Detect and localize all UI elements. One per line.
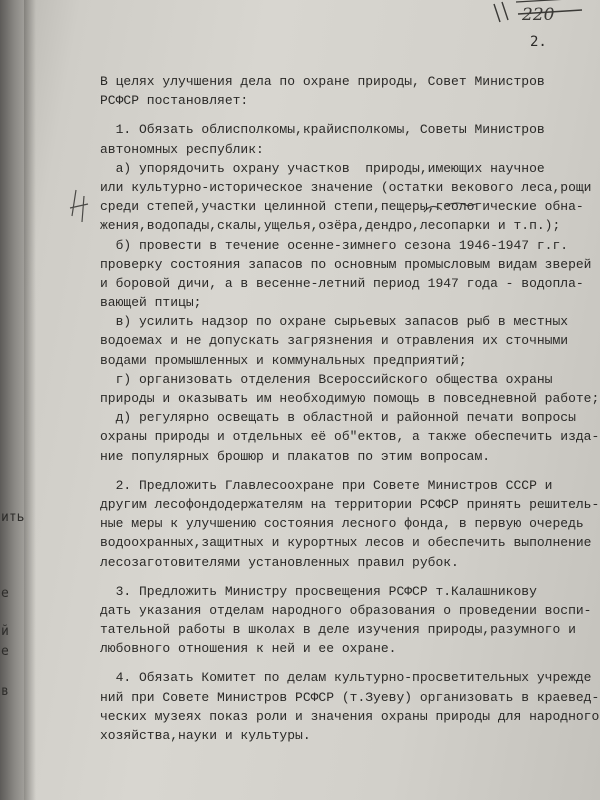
text-line: 1. Обязать облисполкомы,крайисполкомы, Советы Министров [100,122,545,138]
page-number: 2. [530,34,547,50]
adjacent-page-fragment: е [1,586,9,601]
margin-pencil-mark [66,186,94,226]
adjacent-page-fragment: ить [1,510,25,525]
text-line: автономных республик: [100,141,264,157]
adjacent-page-fragment: й [1,624,9,639]
text-line: ческих музеях показ роли и значения охраны природы для народного [100,708,600,724]
text-line: ний при Совете Министров РСФСР (т.Зуеву) организовать в краевед- [100,689,600,705]
paragraph-gap [100,466,600,476]
text-line: вающей птицы; [100,295,202,311]
document-page [24,0,600,800]
text-line: 2. Предложить Главлесоохране при Совете Министров СССР и [100,477,553,493]
text-line: 4. Обязать Комитет по делам культурно-просветительных учрежде [100,670,592,686]
text-line: жения,водопады,скалы,ущелья,озёра,дендро,лесопарки и т.п.); [100,218,561,234]
text-line: лесозаготовителями установленных правил рубок. [100,554,459,570]
text-line: водами промышленных и коммунальных предприятий; [100,352,467,368]
svg-text:220: 220 [522,5,555,25]
text-line: дать указания отделам народного образования о проведении воспи- [100,602,592,618]
handwritten-page-number [490,0,600,26]
text-line: и боровой дичи, а в весенне-летний период 1947 года - водопла- [100,275,584,291]
text-line: другим лесофондодержателям на территории РСФСР принять решитель- [100,496,600,512]
text-line: РСФСР постановляет: [100,93,249,109]
text-line: б) провести в течение осенне-зимнего сезона 1946-1947 г.г. [100,237,569,253]
text-line: или культурно-историческое значение (остатки векового леса,рощи [100,179,592,195]
text-line: в) усилить надзор по охране сырьевых запасов рыб в местных [100,314,569,330]
text-line: охраны природы и отдельных её об"ектов, а также обеспечить изда- [100,429,600,445]
adjacent-page-strip [0,0,24,800]
text-line: природы и оказывать им необходимую помощь в повседневной работе; [100,391,600,406]
text-line: проверку состояния запасов по основным промысловым видам зверей [100,256,592,272]
text-line: 3. Предложить Министру просвещения РСФСР т.Калашникову [100,583,537,599]
paragraph-gap [100,658,600,668]
text-line: водоохранных,защитных и курортных лесов и обеспечить выполнение [100,535,592,551]
text-line: ные меры к улучшению состояния лесного фонда, в первую очередь [100,516,584,532]
text-line: а) упорядочить охрану участков природы,имеющих научное [100,160,545,176]
text-line: среди степей,участки целинной степи,пещеры,геологические обна- [100,199,584,215]
text-line: тательной работы в школах в деле изучения природы,разумного и [100,622,576,638]
paragraph-gap [100,110,600,120]
document-body [100,72,600,745]
text-line: д) регулярно освещать в областной и районной печати вопросы [100,410,576,426]
text-line: хозяйства,науки и культуры. [100,728,311,743]
text-line: г) организовать отделения Всероссийского общества охраны [100,371,553,387]
text-line: водоемах и не допускать загрязнения и отравления их сточными [100,333,569,349]
page-fold-shadow [24,0,36,800]
paragraph-gap [100,572,600,582]
adjacent-page-fragment: в [1,684,9,699]
text-line: любовного отношения к ней и ее охране. [100,641,397,657]
text-line: ние популярных брошюр и плакатов по этим вопросам. [100,448,491,464]
adjacent-page-fragment: е [1,644,9,659]
text-line: В целях улучшения дела по охране природы, Совет Министров [100,74,545,89]
